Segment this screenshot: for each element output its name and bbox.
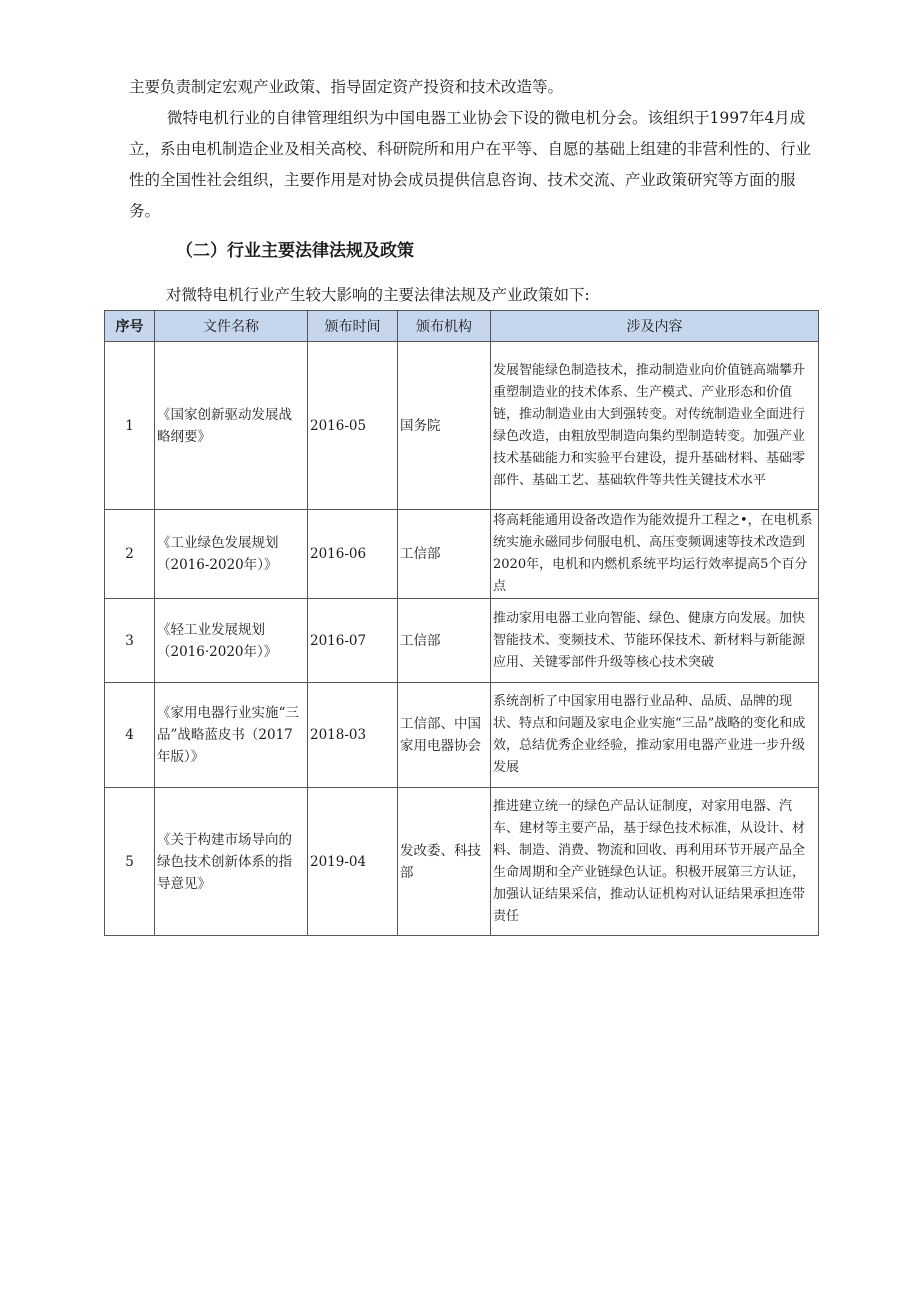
issue-date: 2018-03	[308, 683, 398, 788]
row-number: 1	[105, 342, 155, 510]
policy-content: 发展智能绿色制造技术，推动制造业向价值链高端攀升重塑制造业的技术体系、生产模式、产业形态和价值链，推动制造业由大到强转变。对传统制造业全面进行绿色改造，由粗放型制造向集约型制造转变。加强产业技术基础能力和实验平台建设，提升基础材料、基础零部件、基础工艺、基础软件等共性关键技术水平	[491, 342, 819, 510]
issue-date: 2016-06	[308, 510, 398, 599]
header-name: 文件名称	[155, 311, 308, 342]
header-no: 序号	[105, 311, 155, 342]
issue-date: 2016-07	[308, 599, 398, 683]
document-name: 《家用电器行业实施“三品”战略蓝皮书（2017年版）》	[155, 683, 308, 788]
header-content: 涉及内容	[491, 311, 819, 342]
row-number: 4	[105, 683, 155, 788]
policy-table	[104, 310, 819, 936]
paragraph-2: 微特电机行业的自律管理组织为中国电器工业协会下设的微电机分会。该组织于1997年4月成立，系由电机制造企业及相关高校、科研院所和用户在平等、自愿的基础上组建的非营利性的、行业性的全国性社会组织，主要作用是对协会成员提供信息咨询、技术交流、产业政策研究等方面的服务。	[129, 109, 812, 220]
issuing-body: 发改委、科技部	[398, 788, 491, 936]
issuing-body: 国务院	[398, 342, 491, 510]
policy-content: 将高耗能通用设备改造作为能效提升工程之•，在电机系统实施永磁同步伺服电机、高压变频调速等技术改造到2020年，电机和内燃机系统平均运行效率提高5个百分点	[491, 510, 819, 599]
header-org: 颁布机构	[398, 311, 491, 342]
table-header-row	[105, 311, 819, 342]
row-number: 2	[105, 510, 155, 599]
issue-date: 2019-04	[308, 788, 398, 936]
table-row	[105, 683, 819, 788]
section-heading: （二）行业主要法律法规及政策	[176, 241, 414, 261]
table-row	[105, 599, 819, 683]
paragraph-1: 主要负责制定宏观产业政策、指导固定资产投资和技术改造等。	[129, 78, 564, 96]
row-number: 3	[105, 599, 155, 683]
table-intro: 对微特电机行业产生较大影响的主要法律法规及产业政策如下:	[166, 286, 590, 304]
document-name: 《轻工业发展规划（2016·2020年）》	[155, 599, 308, 683]
row-number: 5	[105, 788, 155, 936]
document-name: 《工业绿色发展规划（2016-2020年）》	[155, 510, 308, 599]
issuing-body: 工信部	[398, 599, 491, 683]
document-name: 《国家创新驱动发展战略纲要》	[155, 342, 308, 510]
document-name: 《关于构建市场导向的绿色技术创新体系的指导意见》	[155, 788, 308, 936]
table-row	[105, 788, 819, 936]
issuing-body: 工信部	[398, 510, 491, 599]
header-date: 颁布时间	[308, 311, 398, 342]
table-row	[105, 342, 819, 510]
policy-content: 推动家用电器工业向智能、绿色、健康方向发展。加快智能技术、变频技术、节能环保技术、新材料与新能源应用、关键零部件升级等核心技术突破	[491, 599, 819, 683]
policy-content: 系统剖析了中国家用电器行业品种、品质、品牌的现状、特点和问题及家电企业实施“三品”战略的变化和成效，总结优秀企业经验，推动家用电器产业进一步升级发展	[491, 683, 819, 788]
issue-date: 2016-05	[308, 342, 398, 510]
table-row	[105, 510, 819, 599]
issuing-body: 工信部、中国家用电器协会	[398, 683, 491, 788]
policy-content: 推进建立统一的绿色产品认证制度，对家用电器、汽车、建材等主要产品，基于绿色技术标准，从设计、材料、制造、消费、物流和回收、再利用环节开展产品全生命周期和全产业链绿色认证。积极开展第三方认证，加强认证结果采信，推动认证机构对认证结果承担连带责任	[491, 788, 819, 936]
